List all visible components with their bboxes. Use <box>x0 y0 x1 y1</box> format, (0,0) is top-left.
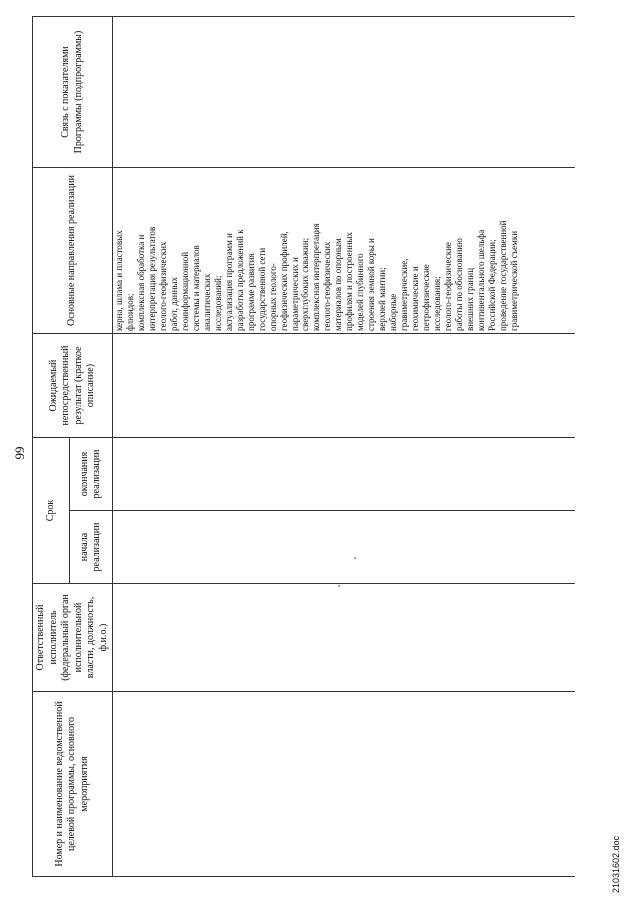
scan-speck <box>338 585 340 587</box>
cell-number-name <box>113 692 576 877</box>
scan-speck <box>354 557 356 559</box>
table-header-row <box>33 17 70 877</box>
cell-term-start <box>113 511 576 584</box>
header-expected-result: Ожидаемый непосредственный результат (краткое описание) <box>33 334 113 438</box>
table-row <box>113 17 576 877</box>
cell-main-directions: керна, шлама и пластовых флюидов; комплексная обработка и интерпретация результатов геолого-геофизических работ, данных геоинформационной системы и материалов аналитических исследований; актуализация программ и разработка предложений к программе развития государственной сети опорных геолого- геофизических профилей, параметрических и сверхглубоких скважин; комплексная интерпретация геолого-геофизических материалов по опорным профилям и построенных моделей глубинного строения земной коры и верхней мантии; наборные гравиметрические, геохимические и петрофизические исследования; геолого-геофизические работы по обоснованию внешних границ континентального шельфа Российской Федерации; проведение государственной гравиметрической съемки <box>113 168 576 334</box>
cell-term-end <box>113 438 576 511</box>
program-table <box>32 16 575 877</box>
page-number: 99 <box>12 446 27 460</box>
cell-link-indicators <box>113 17 576 168</box>
header-term-end: окончания реализации <box>70 438 113 511</box>
header-responsible: Ответственный исполнитель (федеральный орган исполнительной власти, должность, ф.и.о.) <box>33 584 113 692</box>
cell-expected-result <box>113 334 576 438</box>
file-name: 21031602.doc <box>611 835 621 893</box>
cell-responsible <box>113 584 576 692</box>
header-link-indicators: Связь с показателями Программы (подпрограммы) <box>33 17 113 168</box>
header-number-name: Номер и наименование ведомственной целевой программы, основного мероприятия <box>33 692 113 877</box>
header-term: Срок <box>33 438 70 584</box>
header-term-start: начала реализации <box>70 511 113 584</box>
header-main-directions: Основные направления реализации <box>33 168 113 334</box>
rotated-page <box>8 13 623 893</box>
